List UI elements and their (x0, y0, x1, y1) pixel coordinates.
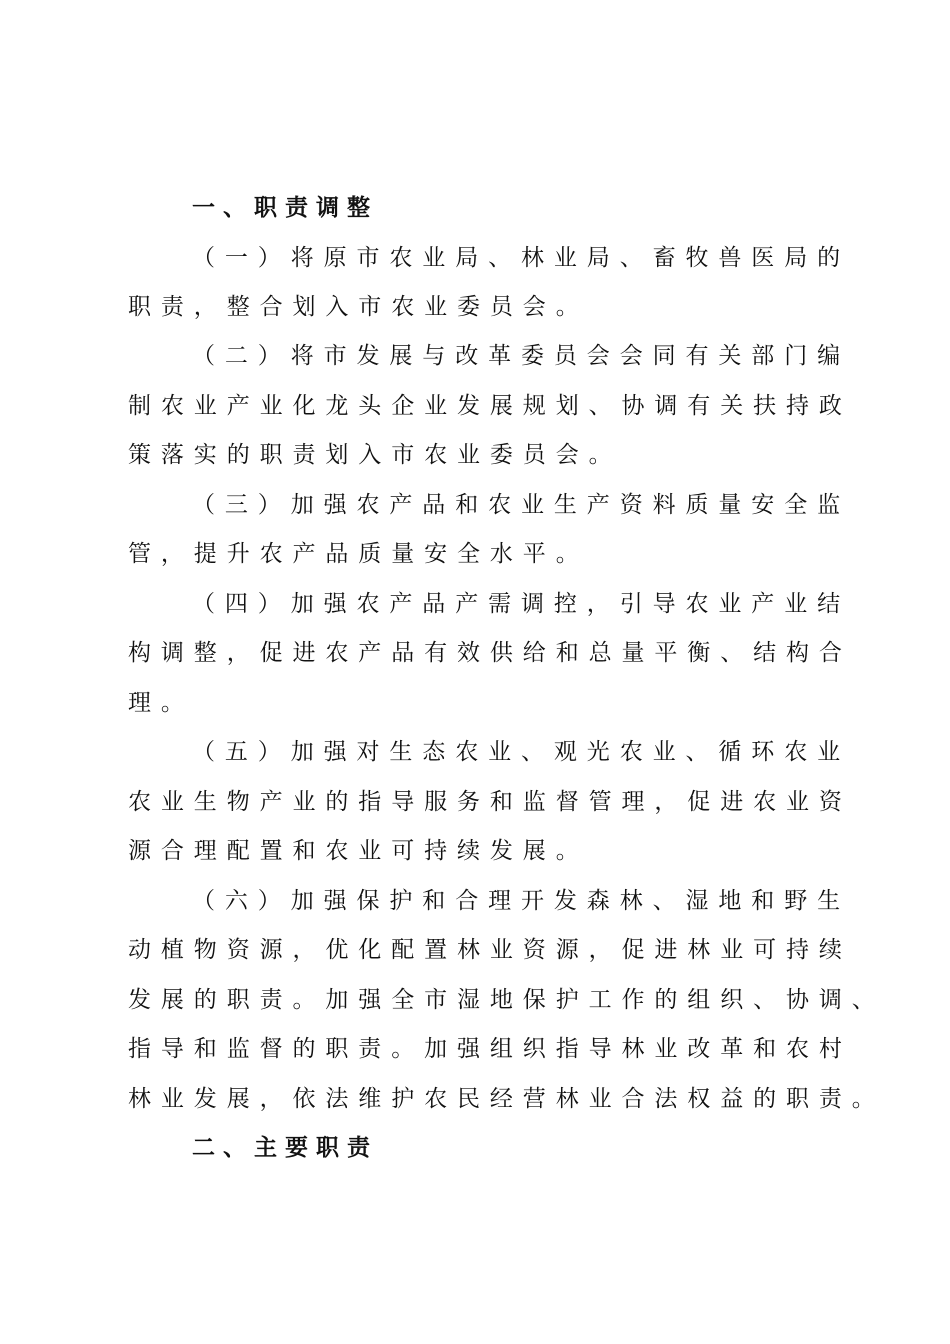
paragraph-line: 源合理配置和农业可持续发展。 (128, 838, 589, 864)
paragraph-line: （二）将市发展与改革委员会会同有关部门编 (192, 343, 850, 369)
paragraph-line: （六）加强保护和合理开发森林、湿地和野生 (192, 888, 850, 914)
paragraph-line: 管，提升农产品质量安全水平。 (128, 541, 589, 567)
paragraph-line: 动植物资源，优化配置林业资源，促进林业可持续 (128, 937, 852, 963)
paragraph-line: 构调整，促进农产品有效供给和总量平衡、结构合 (128, 640, 852, 666)
paragraph-line: 指导和监督的职责。加强组织指导林业改革和农村 (128, 1036, 852, 1062)
paragraph-line: 农业生物产业的指导服务和监督管理，促进农业资 (128, 789, 852, 815)
paragraph-line: （五）加强对生态农业、观光农业、循环农业 (192, 739, 850, 765)
section-heading-1: 一、职责调整 (192, 194, 378, 221)
paragraph-line: 发展的职责。加强全市湿地保护工作的组织、协调、 (128, 987, 885, 1013)
paragraph-line: 策落实的职责划入市农业委员会。 (128, 442, 622, 468)
section-heading-2: 二、主要职责 (192, 1134, 378, 1161)
paragraph-line: （三）加强农产品和农业生产资料质量安全监 (192, 492, 850, 518)
paragraph-line: 制农业产业化龙头企业发展规划、协调有关扶持政 (128, 393, 852, 419)
paragraph-line: （四）加强农产品产需调控，引导农业产业结 (192, 591, 850, 617)
paragraph-line: 理。 (128, 690, 194, 716)
paragraph-line: 林业发展，依法维护农民经营林业合法权益的职责。 (128, 1086, 885, 1112)
paragraph-line: （一）将原市农业局、林业局、畜牧兽医局的 (192, 245, 850, 271)
paragraph-line: 职责，整合划入市农业委员会。 (128, 294, 589, 320)
